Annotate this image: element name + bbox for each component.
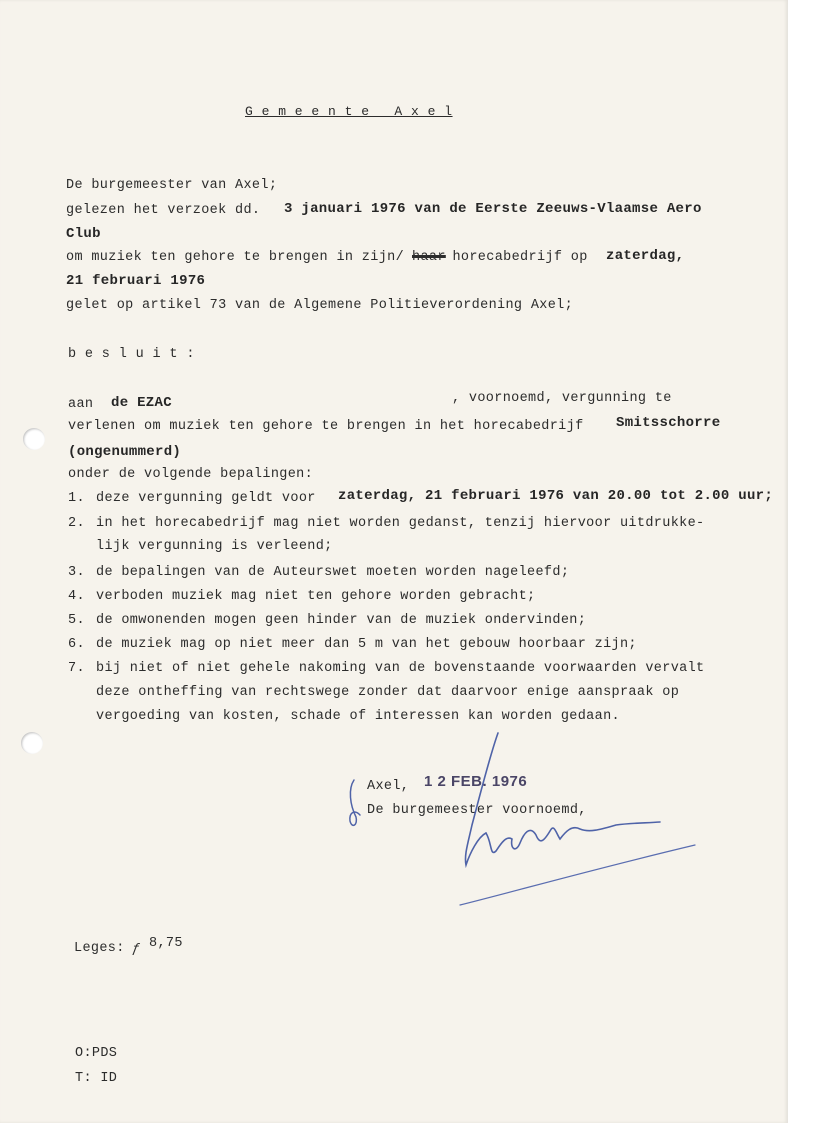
condition-4-num: 4. (68, 589, 85, 604)
condition-7-text: bij niet of niet gehele nakoming van de bovenstaande voorwaarden vervalt (96, 661, 705, 676)
besluit-heading: b e s l u i t : (68, 347, 195, 362)
intro-line-2-fill: 3 januari 1976 van de Eerste Zeeuws-Vlaamse Aero (284, 201, 702, 217)
grant-recipient: de EZAC (111, 395, 172, 411)
signature-image (340, 725, 700, 915)
intro-line-4-mid: horecabedrijf op (444, 250, 588, 265)
fees-currency: ƒ (132, 942, 141, 957)
document-title: G e m e e n t e A x e l (245, 104, 453, 119)
struck-word: haar (412, 250, 446, 265)
intro-line-6: gelet op artikel 73 van de Algemene Politieverordening Axel; (66, 298, 574, 313)
intro-line-4-fill: zaterdag, (606, 248, 685, 264)
condition-1-text: deze vergunning geldt voor (96, 491, 316, 506)
grant-venue: Smitsschorre (616, 415, 721, 431)
condition-6-num: 6. (68, 637, 85, 652)
fees-amount: 8,75 (149, 936, 183, 951)
condition-7-num: 7. (68, 661, 85, 676)
grant-venue-note: (ongenummerd) (68, 444, 182, 460)
condition-4-text: verboden muziek mag niet ten gehore worden gebracht; (96, 589, 536, 604)
condition-2-num: 2. (68, 516, 85, 531)
closing-signatory: De burgemeester voornoemd, (367, 803, 587, 818)
condition-7-cont: deze ontheffing van rechtswege zonder dat daarvoor enige aanspraak op (96, 685, 680, 700)
intro-line-2-prefix: gelezen het verzoek dd. (66, 203, 261, 218)
condition-5-text: de omwonenden mogen geen hinder van de muziek ondervinden; (96, 613, 587, 628)
punch-hole-bottom (21, 732, 43, 754)
intro-line-3-fill: Club (66, 226, 101, 242)
condition-2-cont: lijk vergunning is verleend; (96, 539, 333, 554)
date-stamp: 1 2 FEB. 1976 (424, 773, 528, 790)
grant-aan: aan (68, 397, 94, 412)
intro-line-4-prefix: om muziek ten gehore te brengen in zijn/ (66, 250, 405, 265)
footer-t: T: ID (75, 1071, 118, 1086)
footer-o: O:PDS (75, 1046, 118, 1061)
condition-3-num: 3. (68, 565, 85, 580)
closing-place: Axel, (367, 779, 410, 794)
grant-aan-suffix: , voornoemd, vergunning te (452, 391, 672, 406)
condition-1-fill: zaterdag, 21 februari 1976 van 20.00 tot 2.00 uur; (338, 488, 774, 504)
punch-hole-top (23, 428, 45, 450)
grant-line-4: onder de volgende bepalingen: (68, 467, 314, 482)
condition-5-num: 5. (68, 613, 85, 628)
condition-3-text: de bepalingen van de Auteurswet moeten worden nageleefd; (96, 565, 570, 580)
page-margin (788, 0, 816, 1123)
intro-line-5-fill: 21 februari 1976 (66, 273, 206, 289)
condition-2-text: in het horecabedrijf mag niet worden gedanst, tenzij hiervoor uitdrukke- (96, 516, 705, 531)
fees-label: Leges: (74, 941, 125, 956)
condition-6-text: de muziek mag op niet meer dan 5 m van het gebouw hoorbaar zijn; (96, 637, 637, 652)
condition-7-cont2: vergoeding van kosten, schade of interessen kan worden gedaan. (96, 709, 620, 724)
condition-1-num: 1. (68, 491, 85, 506)
grant-line-2: verlenen om muziek ten gehore te brengen in het horecabedrijf (68, 419, 584, 434)
intro-line-1: De burgemeester van Axel; (66, 178, 278, 193)
